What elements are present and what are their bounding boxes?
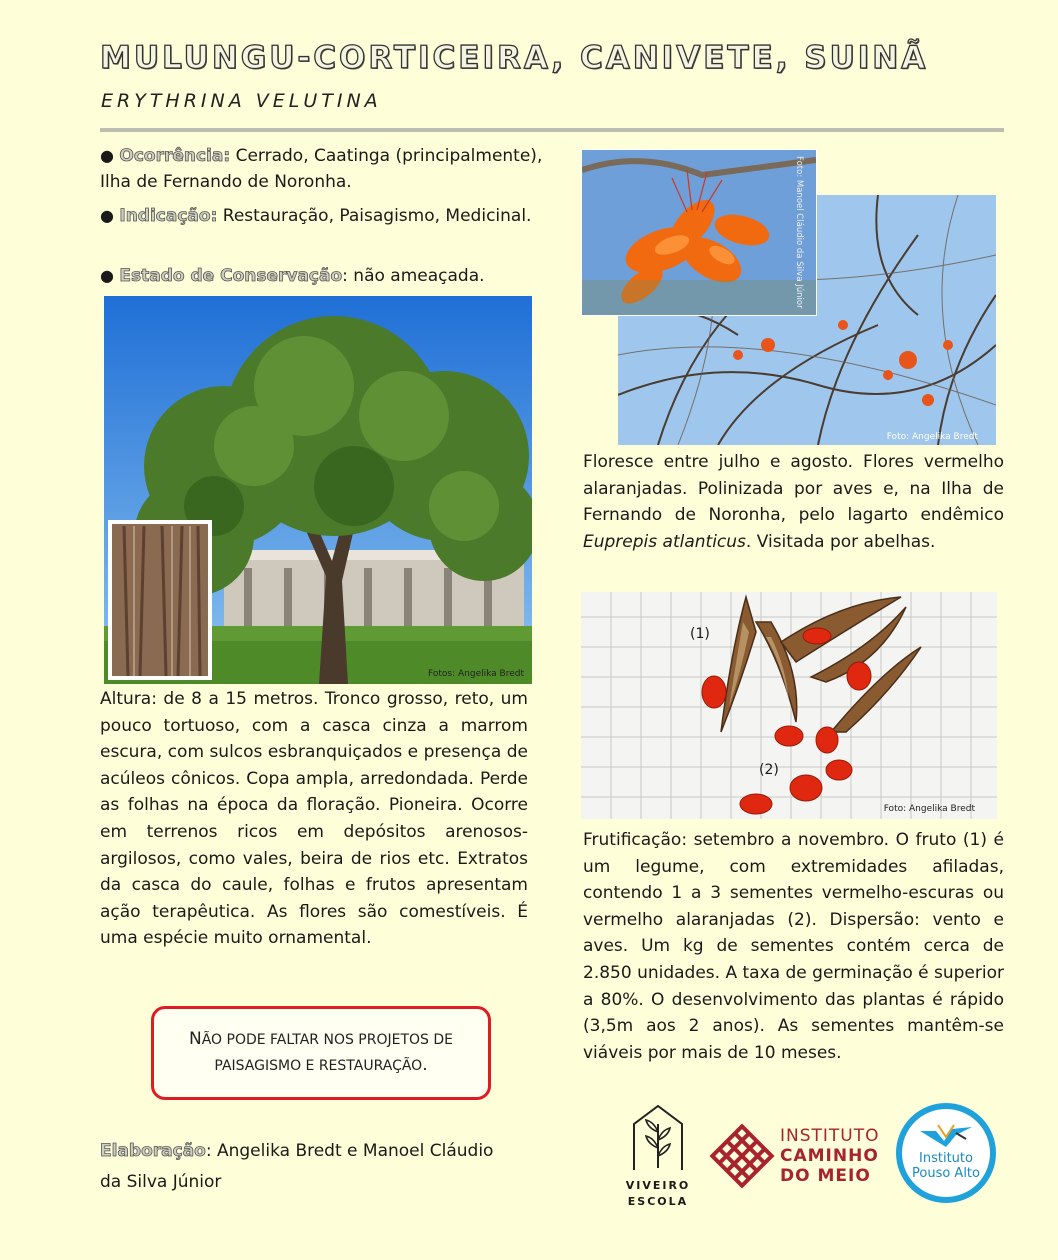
flower-photo xyxy=(581,149,817,316)
instituto-pouso-alto-logo: Instituto Pouso Alto xyxy=(896,1103,996,1203)
info-indication: ● Indicação: Restauração, Paisagismo, Medicinal. xyxy=(100,206,532,226)
fruit-photo-credit: Foto: Angelika Bredt xyxy=(883,804,975,814)
fruit-photo xyxy=(581,592,997,819)
fruiting-text: Frutificação: setembro a novembro. O fruto (1) é um legume, com extremidades afiladas, contendo 1 a 3 sementes vermelho-escuras ou vermelho alaranjadas (2). Dispersão: vento e aves. Um kg de sementes contém cerca de 2.850 unidades. A taxa de germinação é superior a 80%. O desenvolvimento das plantas é rápido (3,5m aos 2 anos). As sementes mantêm-se viáveis por mais de 10 meses. xyxy=(583,830,1004,1063)
seed-label: (2) xyxy=(759,762,779,778)
bird-icon xyxy=(916,1123,976,1149)
seedling-house-icon xyxy=(622,1102,694,1172)
caminho-do-meio-logo: INSTITUTO CAMINHO DO MEIO xyxy=(780,1126,880,1186)
callout-box: NÃO PODE FALTAR NOS PROJETOS DE PAISAGISMO E RESTAURAÇÃO. xyxy=(151,1006,491,1100)
flowering-text: Floresce entre julho e agosto. Flores vermelho alaranjadas. Polinizada por aves e, na Ilha de Fernando de Noronha, pelo lagarto endêmico Euprepis atlanticus. Visitada por abelhas. xyxy=(583,452,1004,552)
authors-credit: Elaboração: Angelika Bredt e Manoel Cláudio da Silva Júnior xyxy=(100,1141,494,1192)
description-text: Altura: de 8 a 15 metros. Tronco grosso, reto, um pouco tortuoso, com a casca cinza a marrom escura, com sulcos esbranquiçados e presença de acúleos cônicos. Copa ampla, arredondada. Perde as folhas na época da floração. Pioneira. Ocorre em terrenos ricos em depósitos arenosos-argilosos, como vales, beira de rios etc. Extratos da casca do caule, folhas e frutos apresentam ação terapêutica. As flores são comestíveis. É uma espécie muito ornamental. xyxy=(100,689,528,949)
info-conservation: ● Estado de Conservação: não ameaçada. xyxy=(100,266,485,286)
branches-photo-credit: Foto: Angelika Bredt xyxy=(886,432,978,442)
tree-photo-credit: Fotos: Angelika Bredt xyxy=(428,669,524,679)
bullet-icon: ● xyxy=(100,206,114,225)
fruit-label: (1) xyxy=(690,626,710,642)
scientific-name: ERYTHRINA VELUTINA xyxy=(101,90,382,112)
page-title: MULUNGU-CORTICEIRA, CANIVETE, SUINÃ xyxy=(100,40,929,76)
bullet-icon: ● xyxy=(100,146,114,165)
info-occurrence: ● Ocorrência: Cerrado, Caatinga (principalmente), Ilha de Fernando de Noronha. xyxy=(100,146,543,192)
header-divider xyxy=(100,128,1004,132)
flower-photo-credit: Foto: Manoel Cláudio da Silva Júnior xyxy=(794,156,804,309)
bullet-icon: ● xyxy=(100,266,114,285)
endless-knot-icon xyxy=(707,1118,777,1194)
tree-photo xyxy=(104,296,532,684)
lizard-species: Euprepis atlanticus xyxy=(583,531,746,552)
viveiro-escola-logo: VIVEIRO ESCOLA xyxy=(622,1102,694,1202)
